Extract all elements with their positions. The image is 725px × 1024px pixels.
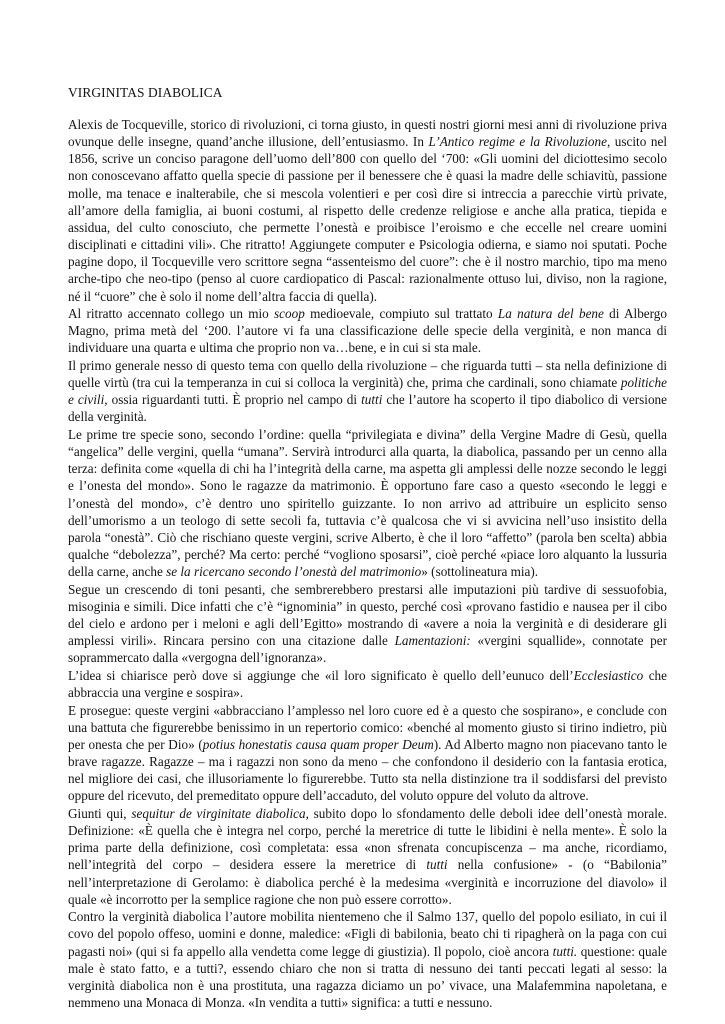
italic-run: L’Antico regime e la Rivoluzione — [428, 134, 607, 150]
italic-run: sequitur de virginitate diabolica — [131, 805, 306, 821]
text-run: , ossia riguardanti tutti. È proprio nel campo di — [104, 392, 362, 408]
paragraph — [68, 908, 667, 1011]
text-run: ). Ad Alberto magno non piacevano tanto le brave ragazze. Ragazze – ma i ragazzi non sono da meno – che confondono il desiderio con la fantasia erotica, nel migliore dei casi, che illusoriamente lo figurerebbe. Tutto sta nella distinzione tra il soddisfarsi del previsto oppure del ricevuto, del premeditato oppure dell’accaduto, del voluto oppure del voluto da altrove. — [68, 736, 667, 804]
text-run: Al ritratto accennato collego un mio — [68, 306, 275, 322]
paragraph — [68, 305, 667, 356]
text-run: , uscito nel 1856, scrive un conciso paragone dell’uomo dell’800 con quello del ‘700: «Gli uomini del diciottesimo secolo non conoscevano affatto quella specie di passione per il benessere che è quasi la madre delle schiavitù, passione molle, ma tenace e inalterabile, che si mescola volentieri e per così dire si intreccia a parecchie virtù private, all’amore della famiglia, ai buoni costumi, al rispetto delle credenze religiose e anche alla pratica, tiepida e assidua, del culto conosciuto, che permette l’onestà e proibisce l’eroismo e che eccelle nel creare uomini disciplinati e cittadini vili». Che ritratto! Aggiungete computer e Psicologia odierna, e siamo noi sputati. Poche pagine dopo, il Tocqueville vero scrittore segna “assenteismo del cuore”: che è il nostro marchio, tipo ma meno arche-tipo che neo-tipo (penso al cuore cardiopatico di Pascal: razionalmente ottuso lui, diviso, non la ragione, né il “cuore” che è solo il nome dell’altra faccia di quella). — [68, 134, 667, 304]
italic-run: La natura del bene — [497, 306, 604, 322]
paragraph — [68, 805, 667, 908]
text-run: E prosegue: queste vergini «abbracciano l’amplesso nel loro cuore ed è a questo che sospirano», e conclude con una battuta che figurerebbe benissimo in un repertorio comico: «benché al momento giusto si tirino indietro, più per onesta che per Dio» ( — [68, 702, 667, 752]
paragraph — [68, 702, 667, 805]
text-run: Contro la verginità diabolica l’autore mobilita nientemeno che il Salmo 137, quello del popolo esiliato, in cui il covo del popolo offeso, uomini e donne, maledice: «Figli di babilonia, beato chi ti ripagherà on la paga con cui pagasti noi» (qui si fa appello alla vendetta come legge di giustizia). Il popolo, cioè ancora — [68, 909, 667, 959]
paragraph — [68, 116, 667, 305]
text-run: Alexis de Tocqueville, storico di rivoluzioni, ci torna giusto, in questi nostri giorni mesi anni di rivoluzione priva ovunque delle insegne, quand’anche illusione, dell’entusiasmo. In — [68, 117, 667, 150]
text-run: , subito dopo lo sfondamento delle deboli idee dell’onestà morale. Definizione: «È quella che è integra nel corpo, perché la meretrice di tutte le libidini è nella mente». È solo la prima parte della definizione, così completata: essa «non sfrenata concupiscenza – ma anche, ricordiamo, nell’integrità del corpo – desidera essere la meretrice di — [68, 805, 668, 873]
text-run: che l’autore ha scoperto il tipo diabolico di versione della verginità. — [68, 392, 667, 425]
document-body — [68, 116, 667, 1011]
text-run: » (sottolineatura mia). — [421, 564, 539, 580]
paragraph — [68, 581, 667, 667]
italic-run: Lamentazioni: — [394, 633, 471, 649]
paragraph — [68, 426, 667, 580]
text-run: di Albergo Magno, prima metà del ‘200. l’autore vi fa una classificazione delle specie della verginità, e non manca di individuare una quarta e ultima che proprio non va…bene, e in cui si sta male. — [68, 306, 667, 356]
document-title: VIRGINITAS DIABOLICA — [68, 85, 223, 100]
italic-run: se la ricercano secondo l’onestà del matrimonio — [166, 564, 422, 580]
italic-run: tutti — [361, 392, 383, 408]
text-run: Il primo generale nesso di questo tema con quello della rivoluzione – che riguarda tutti – sta nella definizione di quelle virtù (tra cui la temperanza in cui si colloca la verginità) che, prima che cardinali, sono chiamate — [68, 357, 667, 391]
text-run: medioevale, compiuto sul trattato — [304, 306, 498, 322]
text-run: L’idea si chiarisce però dove si aggiunge che «il loro significato è quello dell’eunuco dell’ — [68, 667, 574, 683]
text-run: Giunti qui, — [68, 805, 132, 821]
italic-run: tutti. — [552, 943, 578, 959]
text-run: che abbraccia una vergine e sospira». — [68, 667, 667, 701]
italic-run: scoop — [274, 306, 305, 322]
text-run: «vergini squallide», connotate per soprammercato dalla «vergogna dell’ignoranza». — [68, 633, 667, 666]
italic-run: Ecclesiastico — [573, 667, 644, 683]
paragraph — [68, 357, 667, 426]
text-run: Segue un crescendo di toni pesanti, che sembrerebbero prestarsi alle imputazioni più tardive di sessuofobia, misoginia e simili. Dice infatti che c’è “ignominia” in questo, perché così «provano fastidio e nausea per il cibo del cielo e ardono per i meloni e agli dell’Egitto» mostrando di «avere a noia la verginità e di desiderare gli amplessi virili». Rincara persino con una citazione dalle — [68, 581, 667, 649]
paragraph — [68, 667, 667, 701]
italic-run: potius honestatis causa quam proper Deum — [202, 736, 434, 752]
text-run: Le prime tre specie sono, secondo l’ordine: quella “privilegiata e divina” della Vergine Madre di Gesù, quella “angelica” delle vergini, quella “umana”. Servirà introdurci alla quarta, la diabolica, passando per un cenno alla terza: definita come «quella di chi ha l’integrità della carne, ma aspetta gli amplessi delle nozze secondo le leggi e l’onesta del mondo». Sono le ragazze da matrimonio. È opportuno fare caso a questo «secondo le leggi e l’onestà del mondo», c’è dentro uno spiritello guizzante. Io non arrivo ad attribuire un esplicito senso dell’umorismo a un teologo di sette secoli fa, tuttavia c’è qualcosa che vi si avvicina nell’uso insistito della parola “onestà”. Ciò che rischiano queste vergini, scrive Alberto, è che il loro “affetto” (parola ben scelta) abbia qualche “debolezza”, perché? Ma certo: perché “vogliono sposarsi”, cioè perché «piace loro alquanto la lussuria della carne, anche — [68, 426, 667, 580]
text-run: nella confusione» - (o “Babilonia” nell’interpretazione di Gerolamo: è diabolica perché è la medesima «verginità e incorruzione del diavolo» il quale «è incorrotto per la semplice ragione che non può essere corrotto». — [68, 857, 667, 907]
italic-run: tutti — [426, 857, 448, 873]
italic-run: politiche e civili — [68, 375, 667, 408]
text-run: questione: quale male è stato fatto, e a tutti?, essendo chiaro che non si tratta di nessuno dei tanti peccati legati al sesso: la verginità diabolica non è una prostituta, una ragazza diciamo un po’ vivace, una Malafemmina napoletana, e nemmeno una Monaca di Monza. «In vendita a tutti» significa: a tutti e nessuno. — [68, 943, 667, 1011]
